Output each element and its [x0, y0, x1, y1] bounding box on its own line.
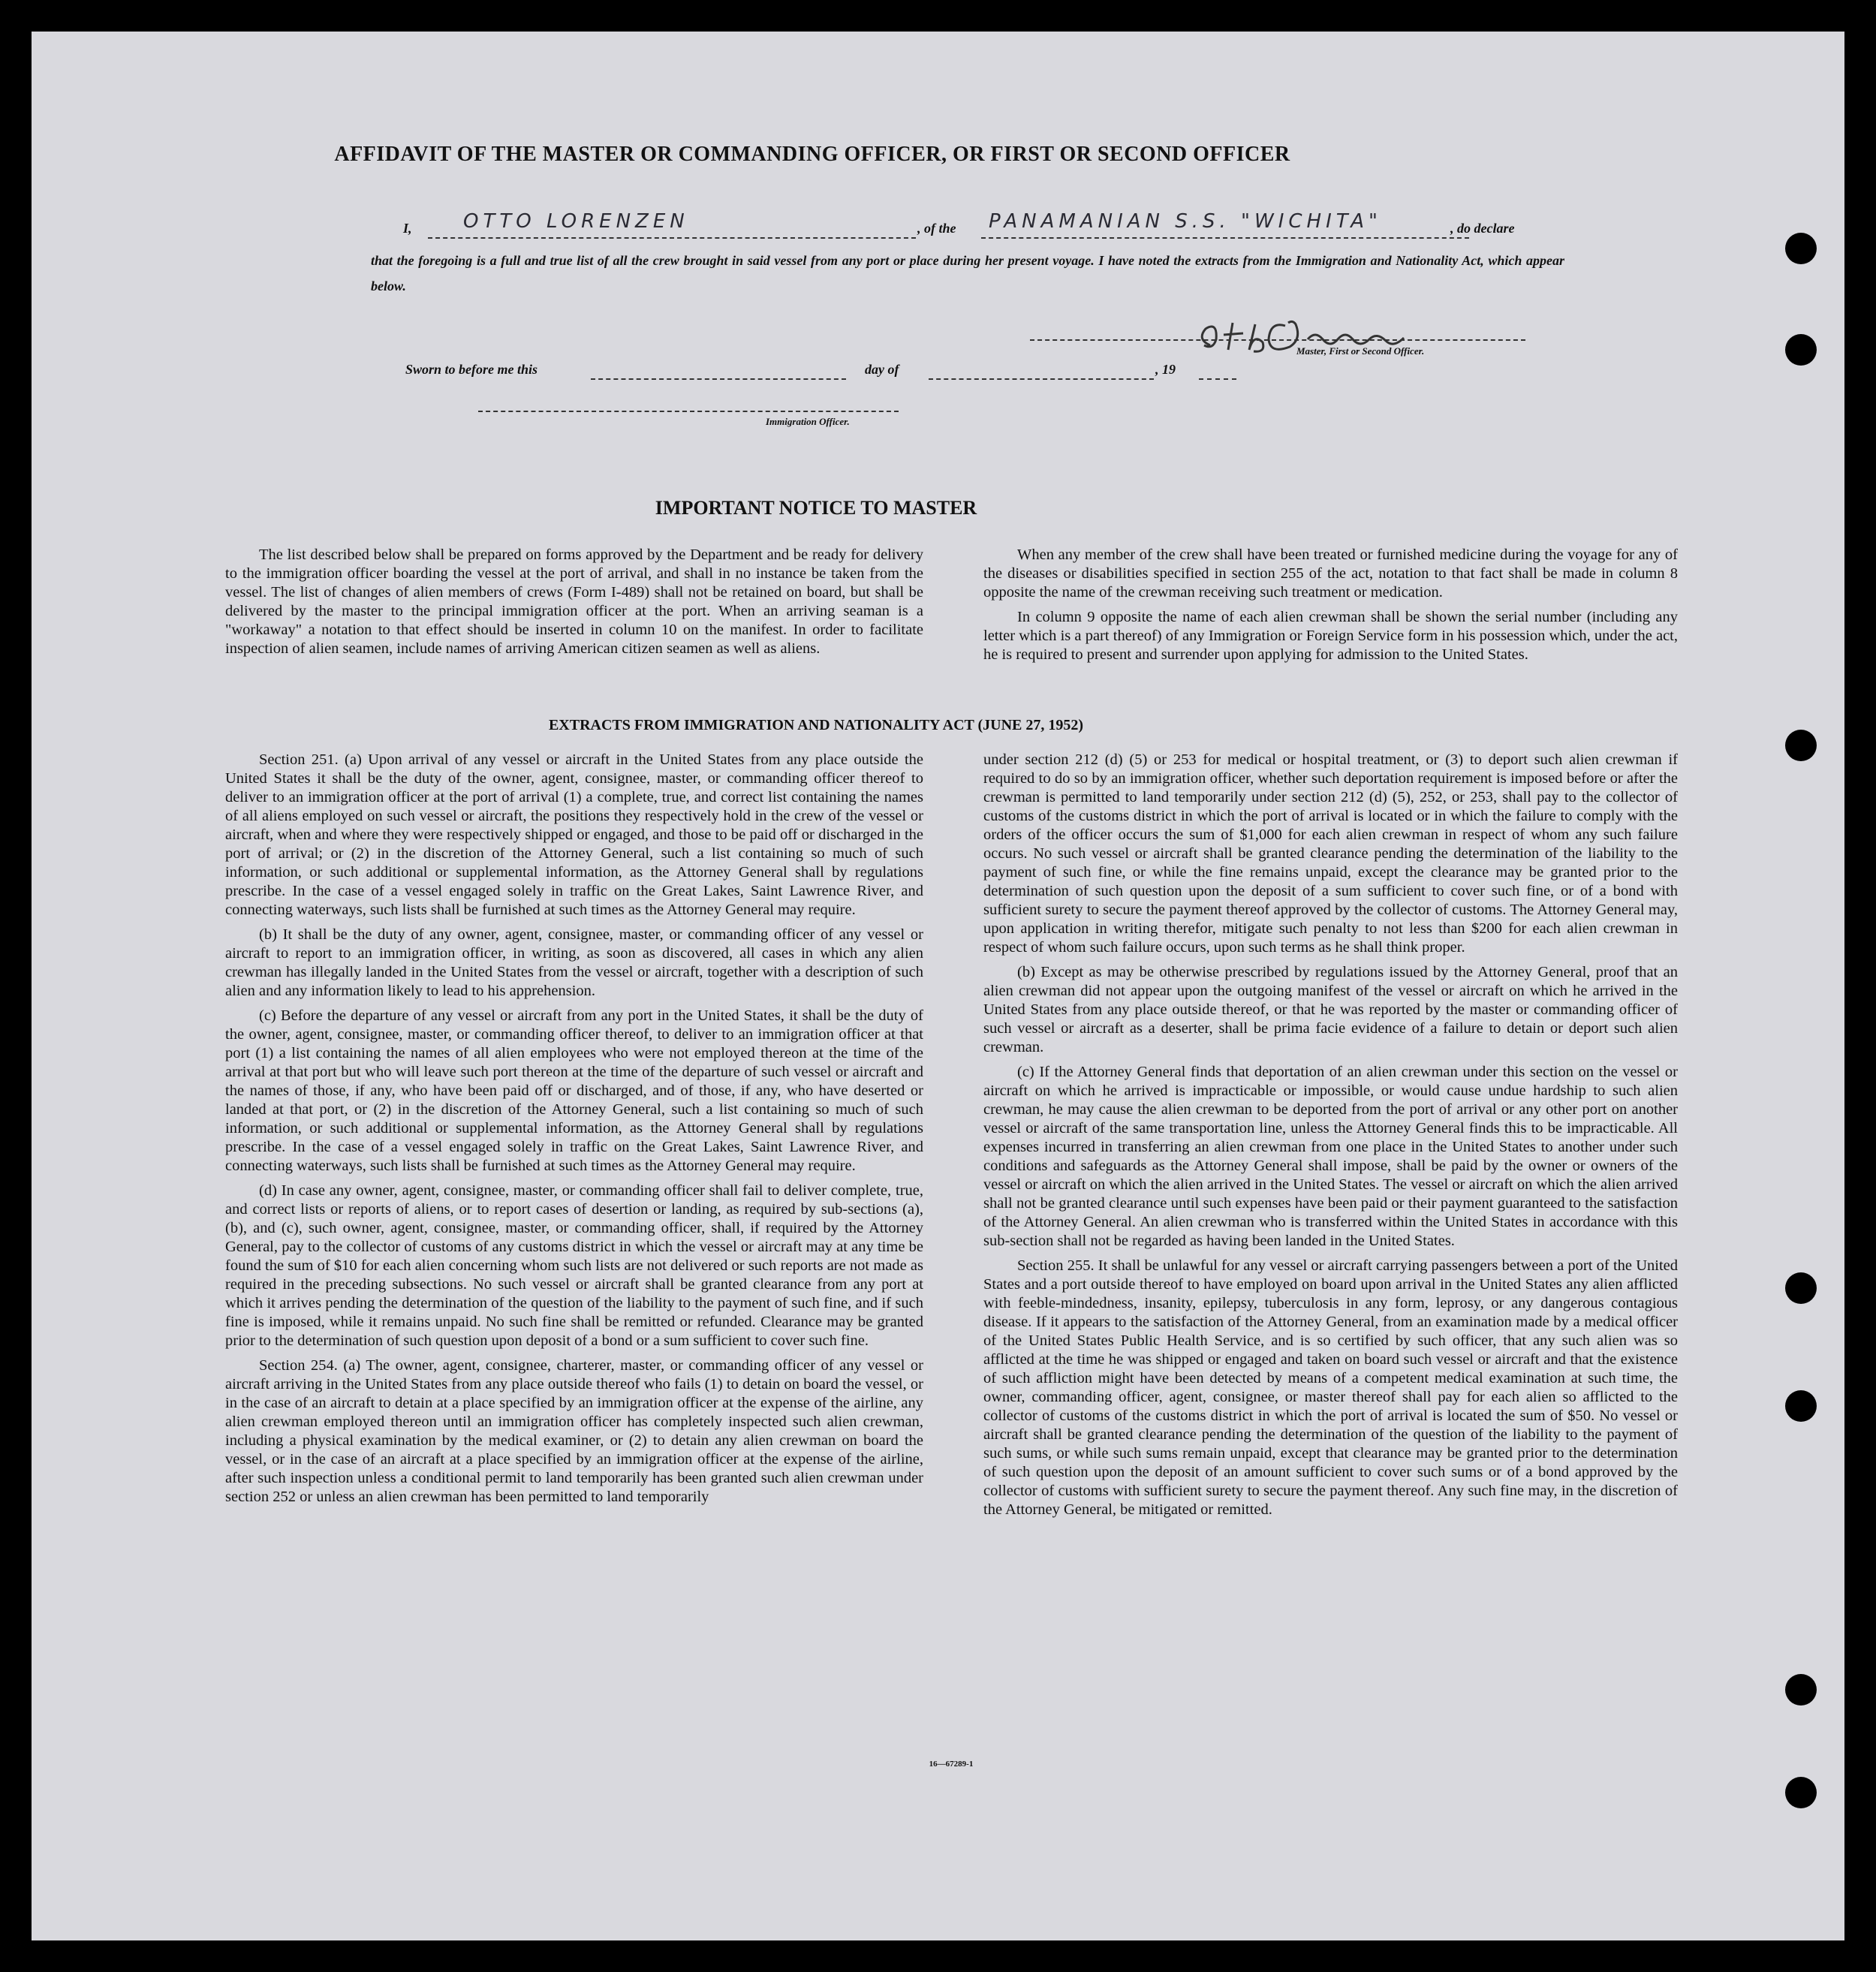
sworn-day-line: [591, 378, 846, 380]
master-name: OTTO LORENZEN: [463, 210, 689, 233]
extract-section-251a: Section 251. (a) Upon arrival of any vessel or aircraft in the United States from any place outside the United States it shall be the duty of the owner, agent, consignee, master, or commanding officer thereof to deliver to an immigration officer at the port of arrival (1) a complete, true, and correct list containing the names of all aliens employed on such vessel or aircraft, the positions they respectively hold in the crew of the vessel or aircraft, when and where they were respectively shipped or engaged, and those to be paid off or discharged in the port of arrival; or (2) in the discretion of the Attorney General, such a list containing so much of such information, or such additional or supplemental information, as the Attorney General shall by regulations prescribe. In the case of a vessel engaged solely in traffic on the Great Lakes, Saint Lawrence River, and connecting waterways, such lists shall be furnished at such times as the Attorney General may require.: [225, 751, 923, 918]
sworn-label: Sworn to before me this: [405, 362, 538, 377]
punch-hole: [1785, 1777, 1817, 1808]
form-code: 16—67289-1: [929, 1760, 974, 1769]
sworn-year-line: [1199, 378, 1236, 380]
officer-caption: Immigration Officer.: [766, 416, 850, 427]
signature-line: [1030, 339, 1525, 341]
extract-section-251c: (c) Before the departure of any vessel or aircraft from any port in the United States, it shall be the duty of the owner, agent, consignee, master, or commanding officer thereof, to deliver to an immigration officer at that port (1) a list containing the names of all alien employees who were not employed thereon at the time of the arrival at that port but who will leave such port thereon at the time of the departure of such vessel or aircraft and the names of those, if any, who have been paid off or discharged, and of those, if any, who have deserted or landed at that port, or (2) in the discretion of the Attorney General, such a list containing so much of such information, or such additional or supplemental information, as the Attorney General shall by regulations prescribe. In the case of a vessel engaged solely in traffic on the Great Lakes, Saint Lawrence River, and connecting waterways, such lists shall be furnished at such times as the Attorney General may require.: [225, 1007, 923, 1174]
i-prefix: I,: [403, 221, 412, 236]
year-prefix: , 19: [1155, 362, 1176, 377]
extract-section-251b: (b) It shall be the duty of any owner, agent, consignee, master, or commanding officer of any vessel or aircraft to report to an immigration officer, in writing, as soon as discovered, all cases in which any alien crewman has illegally landed in the United States from the vessel or aircraft, together with a description of such alien and any information likely to lead to his apprehension.: [225, 926, 923, 999]
notice-left-paragraph: The list described below shall be prepared on forms approved by the Department and be ready for delivery to the immigration officer boarding the vessel at the port of arrival, and shall in no instance be taken from the vessel. The list of changes of alien members of crews (Form I-489) shall not be retained on board, but shall be delivered by the master to the principal immigration officer at the port. When an arriving seaman is a "workaway" a notation to that effect should be inserted in column 10 on the manifest. In order to facilitate inspection of alien seamen, include names of arriving American citizen seamen as well as aliens.: [225, 546, 923, 657]
signature-caption: Master, First or Second Officer.: [1296, 345, 1425, 357]
punch-hole: [1785, 334, 1817, 366]
notice-right-paragraph-2: In column 9 opposite the name of each alien crewman shall be shown the serial number (including any letter which is a part thereof) of any Immigration or Foreign Service form in his possession which, under the act, he is required to present and surrender upon applying for admission to the United States.: [983, 609, 1678, 663]
vessel-name-line: [981, 237, 1469, 239]
extracts-left-column: [225, 751, 923, 1513]
punch-hole: [1785, 1272, 1817, 1304]
do-declare-label: , do declare: [1450, 221, 1515, 236]
extracts-right-column: [983, 751, 1678, 1525]
extract-section-254b: (b) Except as may be otherwise prescribed by regulations issued by the Attorney General, proof that an alien crewman did not appear upon the outgoing manifest of the vessel or aircraft on which he arrived in the United States from any place outside thereof, or that he was reported by the master or commanding officer of such vessel or aircraft as a deserter, shall be prima facie evidence of a failure to detain or deport such alien crewman.: [983, 964, 1678, 1055]
punch-hole: [1785, 233, 1817, 264]
punch-hole: [1785, 1390, 1817, 1422]
extract-section-254c: (c) If the Attorney General finds that deportation of an alien crewman under this section on the vessel or aircraft on which he arrived is impracticable or impossible, or would cause undue hardship to such alien crewman, he may cause the alien crewman to be deported from the port of arrival or any other port on another vessel or aircraft of the same transportation line, unless the Attorney General finds this to be impracticable. All expenses incurred in transferring an alien crewman from one place in the United States to another under such conditions and safeguards as the Attorney General shall impose, shall be paid by the owner or owners of the vessel or aircraft on which the alien arrived in the United States. The vessel or aircraft on which the alien arrived shall not be granted clearance until such expenses have been paid or their payment guaranteed to the satisfaction of the Attorney General. An alien crewman who is transferred within the United States in accordance with this sub-section shall not be regarded as having been landed in the United States.: [983, 1064, 1678, 1249]
master-name-line: [428, 237, 916, 239]
extract-section-254a-cont: under section 212 (d) (5) or 253 for medical or hospital treatment, or (3) to deport such alien crewman if required to do so by an immigration officer, whether such deportation requirement is imposed before or after the crewman is permitted to land temporarily under section 212 (d) (5), 252, or 253, shall pay to the collector of customs of the customs district in which the port of arrival is located or in which the failure to comply with the orders of the officer occurs the sum of $1,000 for each alien crewman in respect of whom any such failure occurs. No such vessel or aircraft shall be granted clearance pending the determination of the liability to the payment of such fine, or while the fine remains unpaid, except the clearance may be granted prior to the determination of such question upon the deposit of a sum sufficient to cover such fine, or of a bond with sufficient surety to secure the payment thereof approved by the collector of customs. The Attorney General may, upon application in writing therefor, mitigate such penalty to not less than $200 for each alien crewman in respect of whom such failure occurs, upon such terms as he shall think proper.: [983, 751, 1678, 956]
extract-section-255: Section 255. It shall be unlawful for any vessel or aircraft carrying passengers between a port of the United States and a port outside thereof to have employed on board upon arrival in the United States any alien afflicted with feeble-mindedness, insanity, epilepsy, tuberculosis in any form, leprosy, or any dangerous contagious disease. If it appears to the satisfaction of the Attorney General, from an examination made by a medical officer of the United States Public Health Service, and is so certified by such officer, that any such alien was so afflicted at the time he was shipped or engaged and taken on board such vessel or aircraft and that the existence of such affliction might have been detected by means of a competent medical examination at such time, the owner, commanding officer, agent, consignee, or master thereof shall pay for each alien so afflicted to the collector of customs of the customs district in which the port of arrival is located the sum of $50. No vessel or aircraft shall be granted clearance pending the determination of the question of the liability to the payment of such sums, or while such sums remain unpaid, except that clearance may be granted prior to the determination of such question upon the deposit of an amount sufficient to cover such sums or of a bond approved by the collector of customs with sufficient surety to secure the payment thereof. Any such fine may, in the discretion of the Attorney General, be mitigated or remitted.: [983, 1257, 1678, 1518]
vessel-name: PANAMANIAN S.S. "WICHITA": [989, 210, 1382, 233]
notice-right-paragraph-1: When any member of the crew shall have been treated or furnished medicine during the voyage for any of the diseases or disabilities specified in section 255 of the act, notation to that fact shall be made in column 8 opposite the name of the crewman receiving such treatment or medication.: [983, 546, 1678, 601]
extract-section-254a: Section 254. (a) The owner, agent, consignee, charterer, master, or commanding officer of any vessel or aircraft arriving in the United States from any place outside thereof who fails (1) to detain on board the vessel, or in the case of an aircraft to detain at a place specified by an immigration officer at the expense of the airline, any alien crewman employed thereon until an immigration officer has completely inspected such alien crewman, including a physical examination by the medical examiner, or (2) to detain any alien crewman on board the vessel, or in the case of an aircraft at a place specified by an immigration officer at the expense of the airline, after such inspection unless a conditional permit to land temporarily has been granted such alien crewman under section 252 or unless an alien crewman has been permitted to land temporarily: [225, 1357, 923, 1505]
punch-hole: [1785, 1674, 1817, 1706]
notice-title: IMPORTANT NOTICE TO MASTER: [655, 497, 977, 519]
document-page: [32, 32, 1844, 1940]
sworn-month-line: [929, 378, 1154, 380]
affidavit-statement: that the foregoing is a full and true list of all the crew brought in said vessel from any port or place during her present voyage. I have noted the extracts from the Immigration and Nationality Act, which appear below.: [371, 253, 1564, 294]
extracts-title: EXTRACTS FROM IMMIGRATION AND NATIONALITY ACT (JUNE 27, 1952): [548, 717, 1084, 733]
day-of-label: day of: [865, 362, 899, 377]
punch-hole: [1785, 730, 1817, 761]
of-the-label: , of the: [917, 221, 956, 236]
notice-right-column: [983, 546, 1678, 670]
extract-section-251d: (d) In case any owner, agent, consignee, master, or commanding officer shall fail to deliver complete, true, and correct lists or reports of aliens, or to report cases of desertion or landing, as required by sub-sections (a), (b), and (c), such owner, agent, consignee, master, or commanding officer, shall, if required by the Attorney General, pay to the collector of customs of any customs district in which the vessel or aircraft may at any time be found the sum of $10 for each alien concerning whom such lists are not delivered or such reports are not made as required in the preceding subsections. No such vessel or aircraft shall be granted clearance from any port at which it arrives pending the determination of the question of the liability to the payment of such fine, and if such fine is imposed, while it remains unpaid. No such fine shall be remitted or refunded. Clearance may be granted prior to the determination of such question upon deposit of a bond or a sum sufficient to cover such fine.: [225, 1182, 923, 1349]
affidavit-title: AFFIDAVIT OF THE MASTER OR COMMANDING OFFICER, OR FIRST OR SECOND OFFICER: [334, 143, 1290, 166]
officer-line: [478, 411, 899, 412]
notice-left-column: [225, 546, 923, 664]
